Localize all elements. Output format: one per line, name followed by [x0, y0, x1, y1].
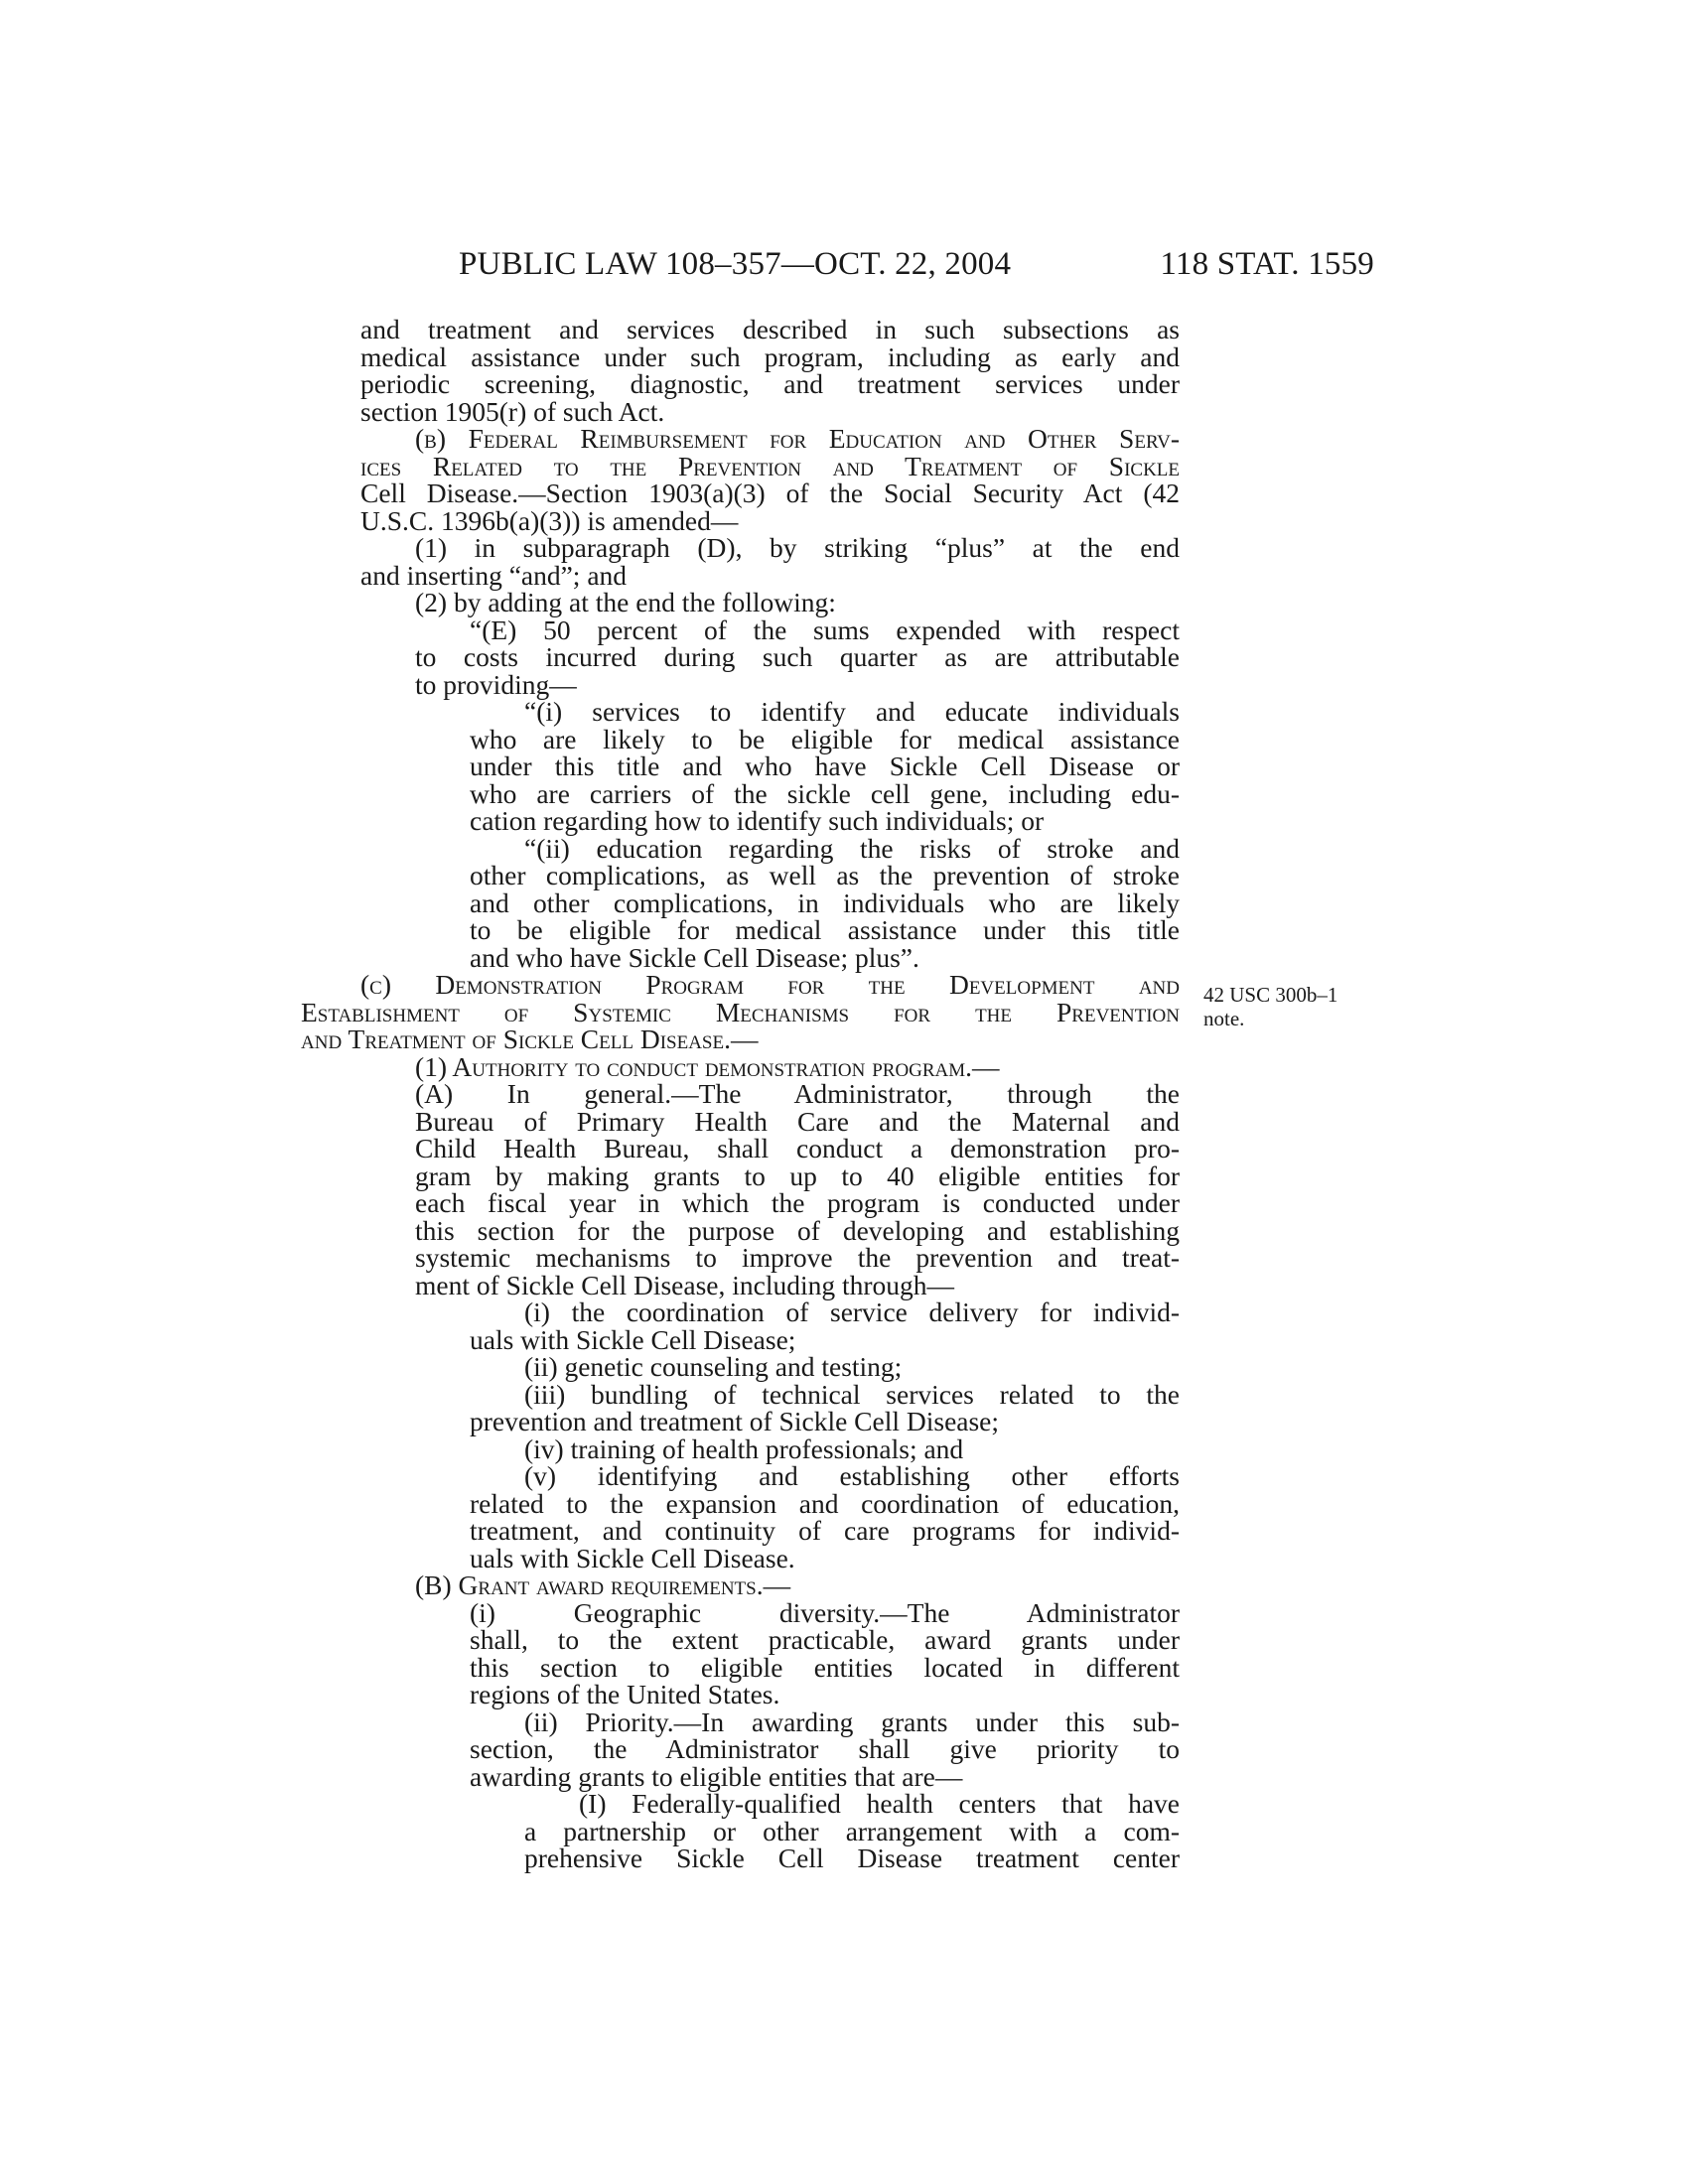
text-line: (b) Federal Reimbursement for Education and Other Serv- — [415, 423, 1180, 454]
text-line: uals with Sickle Cell Disease. — [470, 1542, 795, 1573]
text-line: treatment, and continuity of care programs for individ- — [470, 1515, 1180, 1546]
text-line: “(i) services to identify and educate individuals — [524, 696, 1180, 727]
text-line: prehensive Sickle Cell Disease treatment center — [524, 1843, 1180, 1873]
text-line: who are likely to be eligible for medical assistance — [470, 723, 1180, 754]
text-line: (ii) genetic counseling and testing; — [524, 1351, 903, 1382]
text-line: Bureau of Primary Health Care and the Maternal and — [415, 1105, 1180, 1137]
text-line: to providing— — [415, 668, 577, 700]
text-line: (1) Authority to conduct demonstration program.— — [415, 1050, 1000, 1082]
text-line: to costs incurred during such quarter as are attributable — [415, 641, 1180, 672]
text-line: section, the Administrator shall give priority to — [470, 1733, 1180, 1764]
text-line: ment of Sickle Cell Disease, including through— — [415, 1269, 955, 1300]
text-line: (v) identifying and establishing other efforts — [524, 1460, 1180, 1491]
text-line: U.S.C. 1396b(a)(3)) is amended— — [360, 504, 739, 536]
text-line: “(E) 50 percent of the sums expended with respect — [470, 614, 1180, 645]
text-line: (A) In general.—The Administrator, through the — [415, 1078, 1180, 1109]
text-line: “(ii) education regarding the risks of stroke and — [524, 832, 1180, 864]
text-line: ices Related to the Prevention and Treatment of Sickle — [360, 450, 1180, 481]
text-line: and other complications, in individuals who are likely — [470, 887, 1180, 918]
text-line: a partnership or other arrangement with a com- — [524, 1815, 1180, 1846]
text-line: (1) in subparagraph (D), by striking “plus” at the end — [415, 532, 1180, 563]
text-line: related to the expansion and coordination of education, — [470, 1487, 1180, 1519]
text-line: this section to eligible entities located in different — [470, 1651, 1180, 1683]
text-line: gram by making grants to up to 40 eligible entities for — [415, 1160, 1180, 1191]
text-line: (c) Demonstration Program for the Development and — [360, 969, 1180, 1000]
text-line: cation regarding how to identify such individuals; or — [470, 805, 1045, 836]
text-line: prevention and treatment of Sickle Cell Disease; — [470, 1406, 1000, 1436]
statute-body-text — [301, 316, 1180, 1872]
text-line: (B) Grant award requirements.— — [415, 1570, 791, 1600]
text-line: (2) by adding at the end the following: — [415, 587, 836, 617]
text-line: systemic mechanisms to improve the prevention and treat- — [415, 1242, 1180, 1273]
margin-citation-note — [1203, 983, 1337, 1030]
text-line: other complications, as well as the prevention of stroke — [470, 860, 1180, 890]
text-line: each fiscal year in which the program is conducted under — [415, 1187, 1180, 1218]
text-line: Establishment of Systemic Mechanisms for the Prevention — [301, 996, 1180, 1027]
text-line: and inserting “and”; and — [360, 559, 628, 591]
text-line: Cell Disease.—Section 1903(a)(3) of the Social Security Act (42 — [360, 478, 1180, 508]
text-line: Child Health Bureau, shall conduct a demonstration pro- — [415, 1133, 1180, 1163]
text-line: who are carriers of the sickle cell gene, including edu- — [470, 777, 1180, 809]
running-header-stat-page: 118 STAT. 1559 — [1160, 246, 1374, 282]
margin-note-citation: 42 USC 300b–1 — [1203, 983, 1338, 1007]
text-line: and treatment and services described in such subsections as — [360, 314, 1180, 344]
text-line: awarding grants to eligible entities that are— — [470, 1760, 963, 1792]
text-line: uals with Sickle Cell Disease; — [470, 1323, 796, 1355]
text-line: (i) Geographic diversity.—The Administrator — [470, 1596, 1180, 1628]
text-line: this section for the purpose of developing and establishing — [415, 1214, 1180, 1246]
text-line: under this title and who have Sickle Cell Disease or — [470, 751, 1180, 781]
text-line: (iii) bundling of technical services related to the — [524, 1378, 1180, 1410]
text-line: (i) the coordination of service delivery for individ- — [524, 1297, 1180, 1327]
text-line: to be eligible for medical assistance under this title — [470, 914, 1180, 945]
text-line: periodic screening, diagnostic, and treatment services under — [360, 368, 1180, 399]
text-line: (iv) training of health professionals; and — [524, 1433, 964, 1464]
running-header-public-law: PUBLIC LAW 108–357—OCT. 22, 2004 — [459, 246, 1012, 282]
text-line: regions of the United States. — [470, 1679, 780, 1709]
text-line: section 1905(r) of such Act. — [360, 395, 665, 427]
text-line: (ii) Priority.—In awarding grants under this sub- — [524, 1706, 1180, 1737]
text-line: and Treatment of Sickle Cell Disease.— — [301, 1024, 759, 1054]
text-line: medical assistance under such program, including as early and — [360, 341, 1180, 372]
margin-note-label: note. — [1203, 1007, 1245, 1030]
text-line: shall, to the extent practicable, award grants under — [470, 1624, 1180, 1655]
text-line: and who have Sickle Cell Disease; plus”. — [470, 941, 919, 973]
text-line: (I) Federally-qualified health centers that have — [579, 1788, 1180, 1819]
